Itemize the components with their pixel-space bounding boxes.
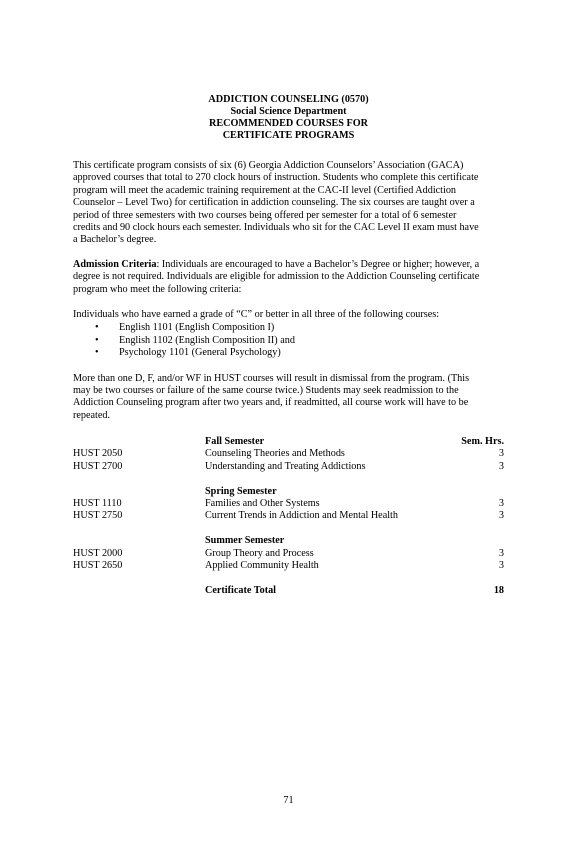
course-title: Applied Community Health [205, 559, 319, 571]
text-line: Addiction Counseling program after two years and, if readmitted, all course work will have to be [73, 397, 469, 409]
bullet-icon: • [95, 347, 99, 359]
document-body [73, 94, 504, 422]
admission-criteria-label: Admission Criteria [73, 258, 157, 270]
semester-name: Spring Semester [205, 485, 277, 497]
criteria-intro: Individuals who have earned a grade of “C” or better in all three of the following courses: [73, 309, 440, 321]
dismissal-policy-paragraph [73, 373, 504, 423]
course-title: Families and Other Systems [205, 497, 320, 509]
text-line: repeated. [73, 409, 111, 421]
text-line: degree is not required. Individuals are eligible for admission to the Addiction Counseling certificate [73, 271, 480, 283]
certificate-total-row [73, 585, 504, 597]
prerequisite-course-list [73, 322, 504, 359]
course-row [73, 448, 504, 460]
certificate-total-value: 18 [493, 584, 504, 596]
heading-line: CERTIFICATE PROGRAMS [222, 130, 355, 141]
heading-line: RECOMMENDED COURSES FOR [208, 118, 369, 129]
spacer [73, 572, 504, 584]
course-title: Current Trends in Addiction and Mental Health [205, 510, 398, 522]
text-line: Counselor – Level Two) for certification in addiction counseling. The six courses are taught over a [73, 197, 475, 209]
text-line: program will meet the academic training requirement at the CAC-II level (Certified Addiction [73, 184, 457, 196]
semester-name: Fall Semester [205, 436, 265, 447]
text-line [73, 259, 504, 271]
semester-header-row [73, 535, 504, 547]
list-item [73, 347, 504, 359]
text-line: approved courses that total to 270 clock hours of instruction. Students who complete this certificate [73, 172, 479, 184]
text-line: More than one D, F, and/or WF in HUST courses will result in dismissal from the program. (This [73, 372, 470, 384]
semester-header-row [73, 486, 504, 498]
course-code: HUST 1110 [73, 497, 122, 509]
department-name: Social Science Department [230, 106, 347, 117]
text-span: : Individuals are encouraged to have a Bachelor’s Degree or higher; however, a [156, 258, 480, 270]
text-line: This certificate program consists of six (6) Georgia Addiction Counselors’ Association (GACA) [73, 160, 464, 171]
list-item-text: English 1102 (English Composition II) and [119, 334, 295, 346]
course-title: Group Theory and Process [205, 547, 314, 559]
program-title: ADDICTION COUNSELING (0570) [208, 94, 369, 105]
text-line: a Bachelor’s degree. [73, 234, 157, 246]
intro-paragraph [73, 160, 504, 247]
spacer [73, 523, 504, 535]
course-row [73, 461, 504, 473]
course-code: HUST 2650 [73, 559, 123, 571]
text-line: may be two courses or failure of the same course twice.) Students may seek readmission to the [73, 385, 459, 397]
semester-name: Summer Semester [205, 535, 285, 547]
text-line: period of three semesters with two courses being offered per semester for a total of 6 semester [73, 209, 457, 221]
course-title: Understanding and Treating Addictions [205, 460, 366, 472]
course-schedule [73, 436, 504, 597]
text-line: program who meet the following criteria: [73, 283, 242, 295]
course-hours: 3 [498, 510, 504, 522]
course-code: HUST 2000 [73, 547, 123, 559]
admission-criteria-paragraph [73, 259, 504, 296]
certificate-total-label: Certificate Total [205, 584, 277, 596]
course-hours: 3 [498, 497, 504, 509]
course-code: HUST 2050 [73, 448, 123, 460]
bullet-icon: • [95, 334, 99, 346]
hours-column-header: Sem. Hrs. [461, 436, 504, 447]
list-item-text: Psychology 1101 (General Psychology) [119, 347, 281, 359]
page-number: 71 [283, 795, 294, 806]
list-item [73, 322, 504, 334]
course-row [73, 560, 504, 572]
list-item-text: English 1101 (English Composition I) [119, 322, 275, 334]
spacer [73, 473, 504, 485]
course-row [73, 548, 504, 560]
course-hours: 3 [498, 448, 504, 460]
course-hours: 3 [498, 460, 504, 472]
bullet-icon: • [95, 322, 99, 334]
course-hours: 3 [498, 547, 504, 559]
text-line: credits and 90 clock hours each semester. Individuals who sit for the CAC Level II exam must have [73, 222, 479, 234]
course-hours: 3 [498, 559, 504, 571]
document-header [73, 94, 504, 142]
semester-header-row [73, 436, 504, 448]
course-row [73, 510, 504, 522]
course-code: HUST 2750 [73, 510, 123, 522]
course-code: HUST 2700 [73, 460, 123, 472]
course-row [73, 498, 504, 510]
course-title: Counseling Theories and Methods [205, 448, 345, 460]
list-item [73, 335, 504, 347]
